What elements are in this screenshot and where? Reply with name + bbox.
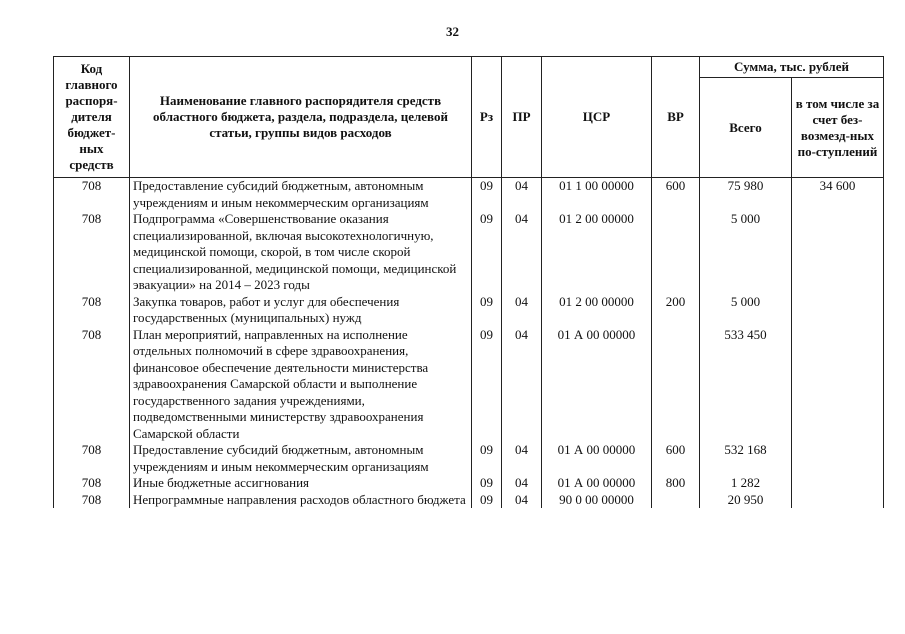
cell-pr: 04 <box>502 211 542 294</box>
cell-vsego: 5 000 <box>700 211 792 294</box>
header-rz: Рз <box>472 57 502 178</box>
header-summa: Сумма, тыс. рублей <box>700 57 884 78</box>
cell-rz: 09 <box>472 475 502 492</box>
table-row <box>54 294 884 327</box>
cell-kod: 708 <box>54 178 130 212</box>
cell-name: Закупка товаров, работ и услуг для обеспечения государственных (муниципальных) нужд <box>130 294 472 327</box>
header-kod: Код главного распоря-дителя бюджет-ных средств <box>54 57 130 178</box>
cell-vr <box>652 492 700 509</box>
cell-csr: 01 А 00 00000 <box>542 442 652 475</box>
cell-vsego: 5 000 <box>700 294 792 327</box>
cell-name: Подпрограмма «Совершенствование оказания специализированной, включая высокотехнологичную, медицинской помощи, скорой, в том числе скорой специализированной, медицинской помощи, медицинской эвакуации» на 2014 – 2023 годы <box>130 211 472 294</box>
cell-rz: 09 <box>472 294 502 327</box>
table-row <box>54 442 884 475</box>
cell-pr: 04 <box>502 475 542 492</box>
cell-vr <box>652 211 700 294</box>
cell-kod: 708 <box>54 211 130 294</box>
cell-csr: 90 0 00 00000 <box>542 492 652 509</box>
cell-kod: 708 <box>54 294 130 327</box>
budget-table <box>53 56 884 508</box>
table-header <box>54 57 884 178</box>
cell-kod: 708 <box>54 492 130 509</box>
cell-name: Предоставление субсидий бюджетным, автономным учреждениям и иным некоммерческим организациям <box>130 178 472 212</box>
cell-vtom <box>792 442 884 475</box>
cell-vsego: 75 980 <box>700 178 792 212</box>
header-csr: ЦСР <box>542 57 652 178</box>
cell-pr: 04 <box>502 327 542 443</box>
cell-kod: 708 <box>54 442 130 475</box>
cell-rz: 09 <box>472 492 502 509</box>
cell-kod: 708 <box>54 327 130 443</box>
cell-csr: 01 2 00 00000 <box>542 211 652 294</box>
cell-rz: 09 <box>472 178 502 212</box>
cell-pr: 04 <box>502 492 542 509</box>
table-row <box>54 211 884 294</box>
cell-vr: 600 <box>652 442 700 475</box>
cell-vsego: 20 950 <box>700 492 792 509</box>
table-row <box>54 327 884 443</box>
cell-kod: 708 <box>54 475 130 492</box>
cell-vtom <box>792 475 884 492</box>
cell-rz: 09 <box>472 211 502 294</box>
cell-vtom <box>792 211 884 294</box>
table-row <box>54 492 884 509</box>
page-number: 32 <box>446 24 459 39</box>
header-vr: ВР <box>652 57 700 178</box>
cell-vtom: 34 600 <box>792 178 884 212</box>
cell-vsego: 532 168 <box>700 442 792 475</box>
cell-vtom <box>792 492 884 509</box>
header-name: Наименование главного распорядителя средств областного бюджета, раздела, подраздела, целевой статьи, группы видов расходов <box>130 57 472 178</box>
cell-name: План мероприятий, направленных на исполнение отдельных полномочий в сфере здравоохранения, финансовое обеспечение деятельности министерства здравоохранения Самарской области и выполнение государственного задания учреждениями, подведомственными министерству здравоохранения Самарской области <box>130 327 472 443</box>
cell-csr: 01 А 00 00000 <box>542 327 652 443</box>
cell-vr: 200 <box>652 294 700 327</box>
cell-csr: 01 2 00 00000 <box>542 294 652 327</box>
cell-pr: 04 <box>502 442 542 475</box>
cell-rz: 09 <box>472 442 502 475</box>
cell-pr: 04 <box>502 294 542 327</box>
cell-name: Иные бюджетные ассигнования <box>130 475 472 492</box>
table-row <box>54 475 884 492</box>
cell-name: Непрограммные направления расходов областного бюджета <box>130 492 472 509</box>
cell-rz: 09 <box>472 327 502 443</box>
cell-csr: 01 А 00 00000 <box>542 475 652 492</box>
cell-vsego: 533 450 <box>700 327 792 443</box>
table-body <box>54 178 884 509</box>
cell-vsego: 1 282 <box>700 475 792 492</box>
cell-vr: 600 <box>652 178 700 212</box>
header-vsego: Всего <box>700 78 792 178</box>
cell-vtom <box>792 294 884 327</box>
cell-vr: 800 <box>652 475 700 492</box>
header-vtom: в том числе за счет без-возмезд-ных по-ступлений <box>792 78 884 178</box>
table-row <box>54 178 884 212</box>
cell-name: Предоставление субсидий бюджетным, автономным учреждениям и иным некоммерческим организациям <box>130 442 472 475</box>
cell-vtom <box>792 327 884 443</box>
cell-vr <box>652 327 700 443</box>
cell-pr: 04 <box>502 178 542 212</box>
header-pr: ПР <box>502 57 542 178</box>
cell-csr: 01 1 00 00000 <box>542 178 652 212</box>
